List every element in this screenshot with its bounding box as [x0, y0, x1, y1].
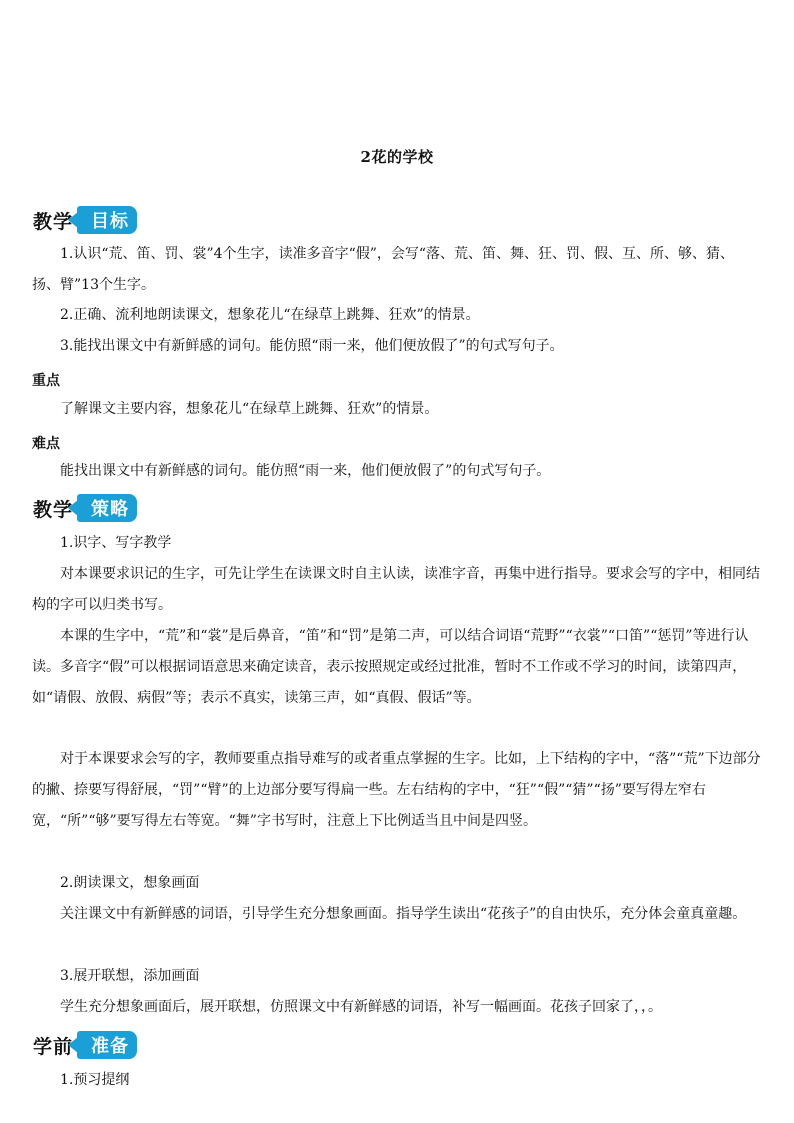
- strategy-paragraph-3: 对于本课要求会写的字，教师要重点指导难写的或者重点掌握的生字。比如，上下结构的字中，“落”“荒”下边部分的撇、捺要写得舒展，“罚”“臂”的上边部分要写得扁一些。左右结构的字中，“狂”“假”“猜”“扬”要写得左窄右宽，“所”“够”要写得左右等宽。“舞”字书写时，注意上下比例适当且中间是四竖。: [32, 751, 761, 829]
- strategy-heading-1: 1.识字、写字教学: [60, 535, 172, 551]
- key-point-label: 重点: [32, 373, 60, 389]
- strategy-heading-2: 2.朗读课文，想象画面: [60, 875, 200, 891]
- section-label: 教学: [33, 210, 74, 233]
- section-badge: 策略: [77, 494, 137, 522]
- section-label: 学前: [33, 1035, 74, 1058]
- goal-item-1: 1.认识“荒、笛、罚、裳”4个生字，读准多音字“假”，会写“落、荒、笛、舞、狂、罚、假、互、所、够、猜、扬、臂”13个生字。: [32, 246, 735, 293]
- section-header-goals: [33, 205, 137, 235]
- strategy-paragraph-2: 本课的生字中，“荒”和“裳”是后鼻音，“笛”和“罚”是第二声，可以结合词语“荒野”“衣裳”“口笛”“惩罚”等进行认读。多音字“假”可以根据词语意思来确定读音，表示按照规定或经过批准，暂时不工作或不学习的时间，读第四声，如“请假、放假、病假”等；表示不真实，读第三声，如“真假、假话”等。: [32, 628, 749, 706]
- strategy-paragraph-4: 关注课文中有新鲜感的词语，引导学生充分想象画面。指导学生读出“花孩子”的自由快乐，充分体会童真童趣。: [60, 906, 747, 922]
- key-point-text: 了解课文主要内容，想象花儿“在绿草上跳舞、狂欢”的情景。: [60, 401, 439, 417]
- strategy-paragraph-5: 学生充分想象画面后，展开联想，仿照课文中有新鲜感的词语，补写一幅画面。花孩子回家了，，。: [60, 999, 662, 1015]
- section-badge: 准备: [77, 1031, 137, 1059]
- difficult-point-text: 能找出课文中有新鲜感的词句。能仿照“雨一来，他们便放假了”的句式写句子。: [60, 463, 551, 479]
- section-header-strategy: [33, 493, 137, 523]
- page-title: 2花的学校: [360, 148, 434, 166]
- strategy-paragraph-1: 对本课要求识记的生字，可先让学生在读课文时自主认读，读准字音，再集中进行指导。要求会写的字中，相同结构的字可以归类书写。: [32, 566, 760, 613]
- difficult-point-label: 难点: [32, 436, 60, 452]
- goal-item-3: 3.能找出课文中有新鲜感的词句。能仿照“雨一来，他们便放假了”的句式写句子。: [60, 338, 564, 354]
- strategy-heading-3: 3.展开联想，添加画面: [60, 968, 200, 984]
- goal-item-2: 2.正确、流利地朗读课文，想象花儿“在绿草上跳舞、狂欢”的情景。: [60, 307, 480, 323]
- section-label: 教学: [33, 498, 74, 521]
- section-badge: 目标: [77, 206, 137, 234]
- prep-heading-1: 1.预习提纲: [60, 1072, 130, 1088]
- section-header-prep: [33, 1030, 137, 1060]
